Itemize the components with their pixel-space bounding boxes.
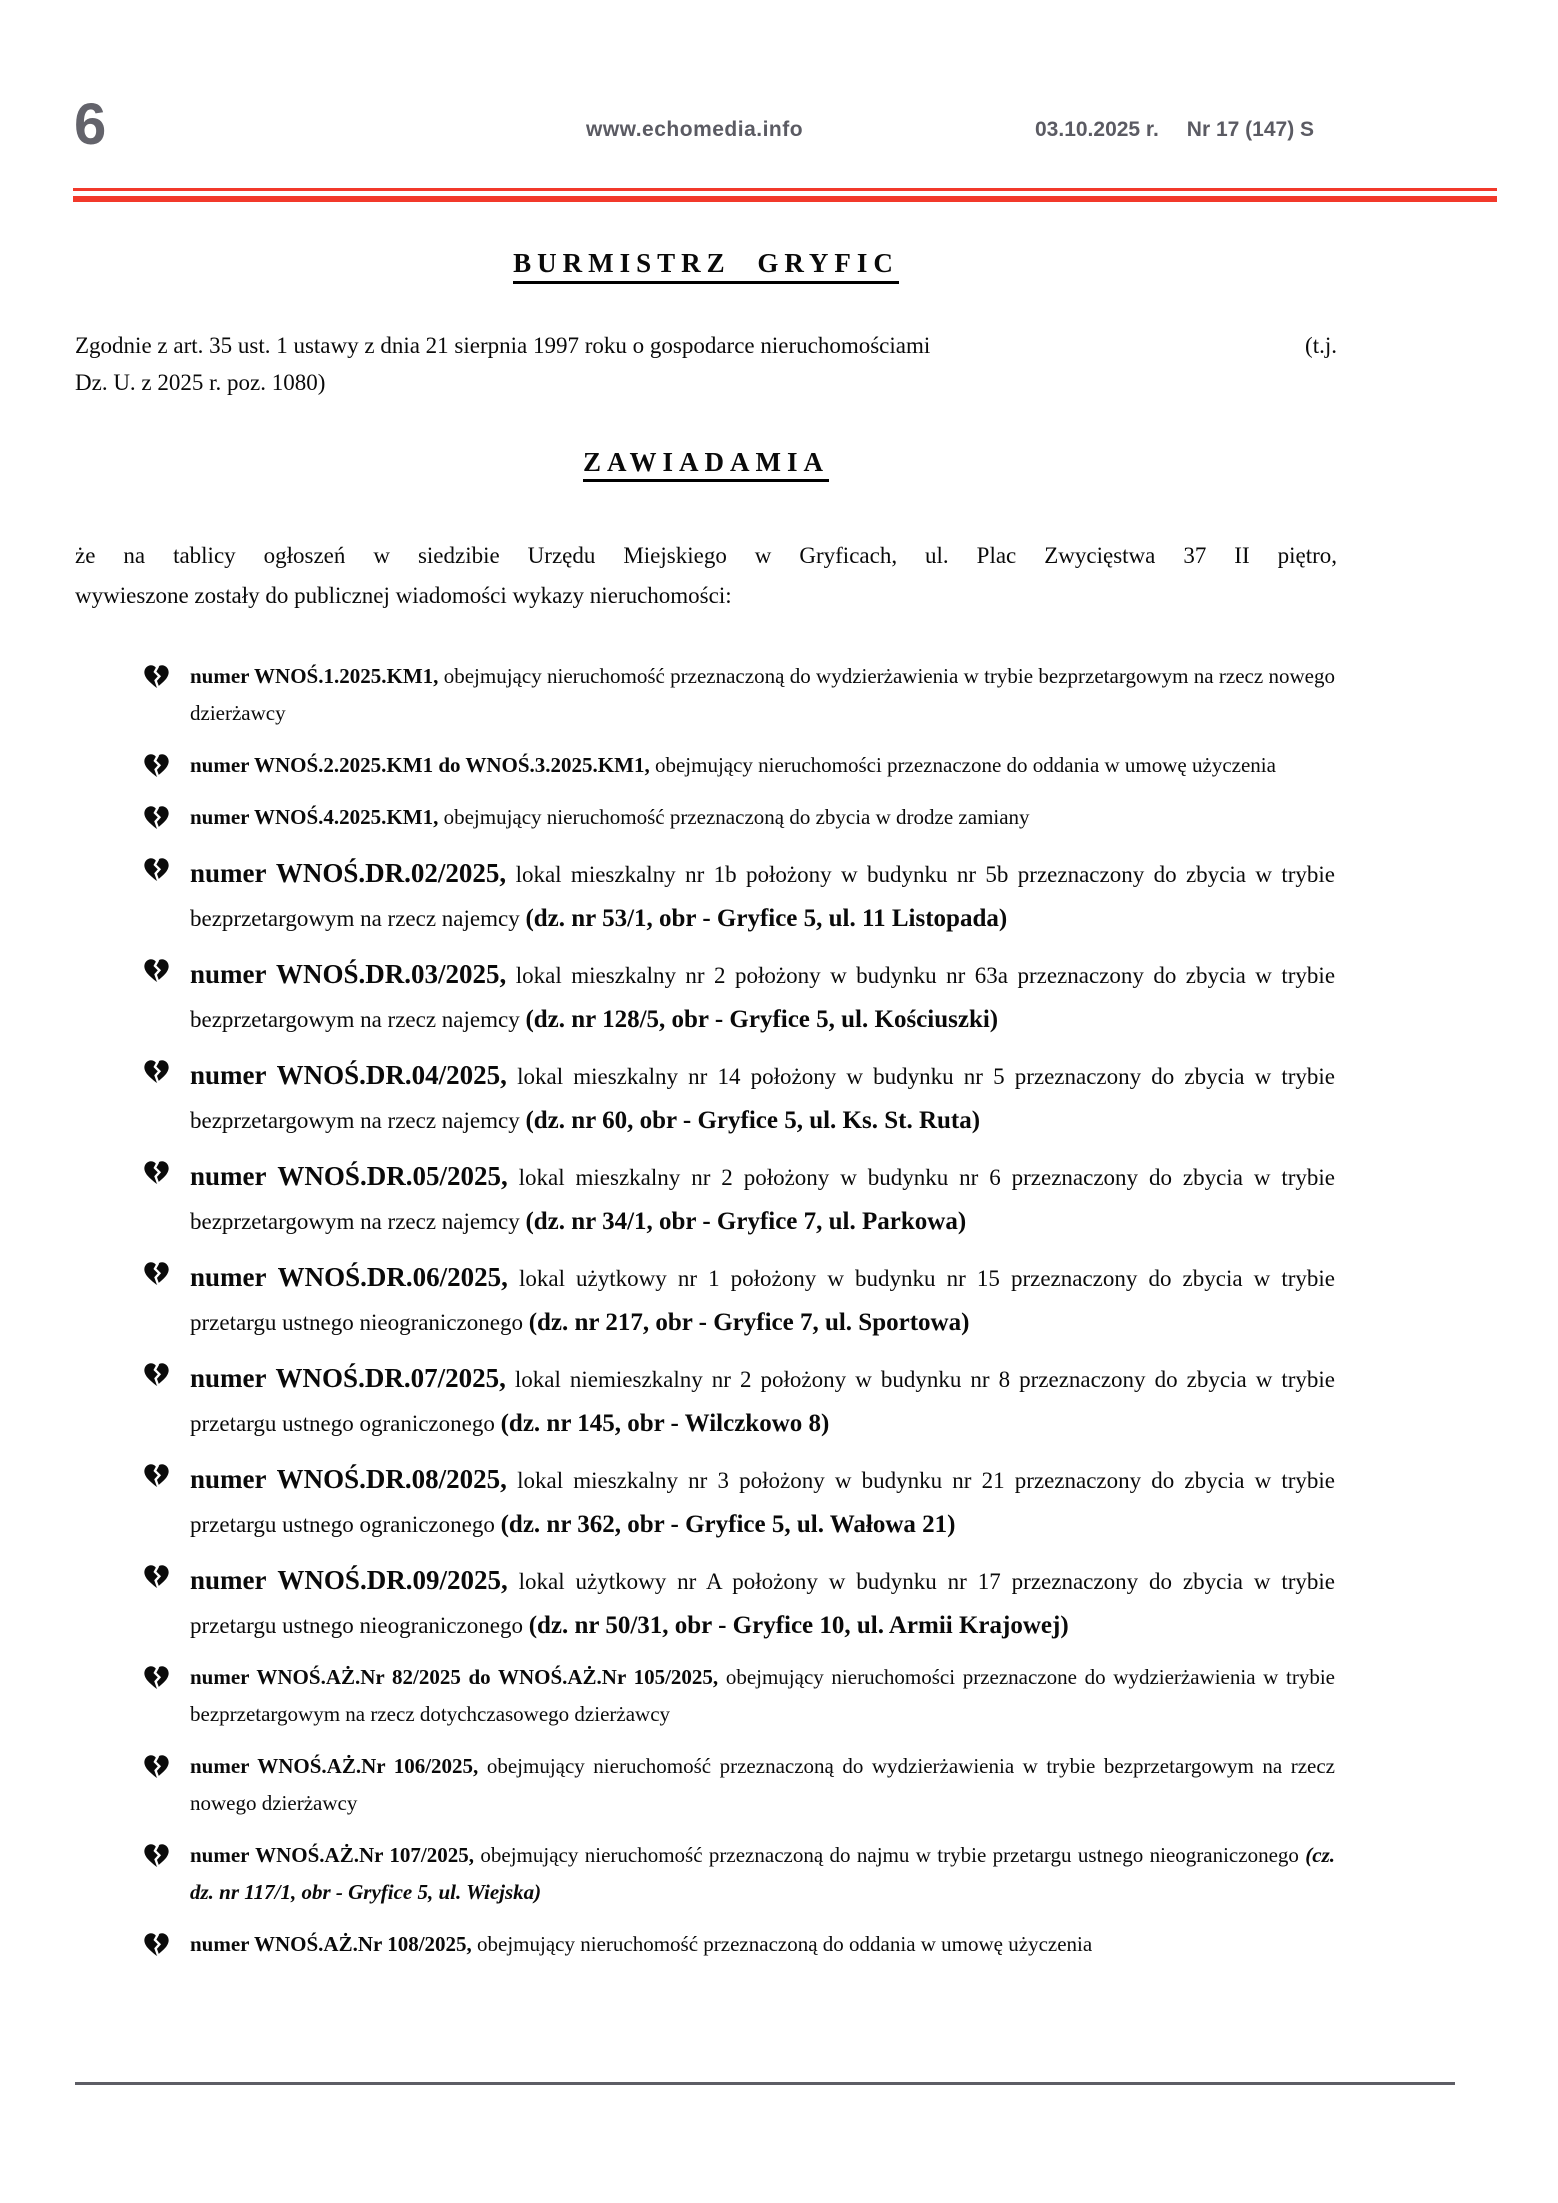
issue-date: 03.10.2025 r. xyxy=(1035,118,1159,141)
page-header xyxy=(0,0,1558,190)
notice-item: numer WNOŚ.1.2025.KM1, obejmujący nieruchomość przeznaczoną do wydzierżawienia w trybie bezprzetargowym na rzecz nowego dzierżawcy xyxy=(75,658,1335,732)
notice-item: numer WNOŚ.DR.09/2025, lokal użytkowy nr A położony w budynku nr 17 przeznaczony do zbycia w trybie przetargu ustnego nieograniczonego (dz. nr 50/31, obr - Gryfice 10, ul. Armii Krajowej) xyxy=(75,1558,1335,1648)
broken-heart-icon xyxy=(143,753,170,778)
notice-item: numer WNOŚ.AŻ.Nr 106/2025, obejmujący nieruchomość przeznaczoną do wydzierżawienia w trybie bezprzetargowym na rzecz nowego dzierżawcy xyxy=(75,1748,1335,1822)
notice-list xyxy=(75,658,1337,1963)
notice-item: numer WNOŚ.DR.05/2025, lokal mieszkalny nr 2 położony w budynku nr 6 przeznaczony do zbycia w trybie bezprzetargowym na rzecz najemcy (dz. nr 34/1, obr - Gryfice 7, ul. Parkowa) xyxy=(75,1154,1335,1244)
bottom-rule xyxy=(75,2082,1455,2085)
broken-heart-icon xyxy=(143,1059,170,1084)
broken-heart-icon xyxy=(143,857,170,882)
legal-basis-line2: Dz. U. z 2025 r. poz. 1080) xyxy=(75,370,326,395)
notice-item: numer WNOŚ.2.2025.KM1 do WNOŚ.3.2025.KM1, obejmujący nieruchomości przeznaczone do oddania w umowę użyczenia xyxy=(75,747,1335,784)
notice-item: numer WNOŚ.DR.07/2025, lokal niemieszkalny nr 2 położony w budynku nr 8 przeznaczony do zbycia w trybie przetargu ustnego ograniczonego (dz. nr 145, obr - Wilczkowo 8) xyxy=(75,1356,1335,1446)
lead-paragraph xyxy=(75,536,1337,616)
broken-heart-icon xyxy=(143,1463,170,1488)
notice-item: numer WNOŚ.DR.06/2025, lokal użytkowy nr 1 położony w budynku nr 15 przeznaczony do zbycia w trybie przetargu ustnego nieograniczonego (dz. nr 217, obr - Gryfice 7, ul. Sportowa) xyxy=(75,1255,1335,1345)
legal-basis-text: Zgodnie z art. 35 ust. 1 ustawy z dnia 21 sierpnia 1997 roku o gospodarce nieruchomościami xyxy=(75,333,931,358)
broken-heart-icon xyxy=(143,958,170,983)
notice-item: numer WNOŚ.AŻ.Nr 82/2025 do WNOŚ.AŻ.Nr 105/2025, obejmujący nieruchomości przeznaczone do wydzierżawienia w trybie bezprzetargowym na rzecz dotychczasowego dzierżawcy xyxy=(75,1659,1335,1733)
legal-basis-tj: (t.j. xyxy=(1305,333,1337,358)
broken-heart-icon xyxy=(143,1160,170,1185)
lead-line2: wywieszone zostały do publicznej wiadomości wykazy nieruchomości: xyxy=(75,583,732,608)
notice-item: numer WNOŚ.4.2025.KM1, obejmujący nieruchomość przeznaczoną do zbycia w drodze zamiany xyxy=(75,799,1335,836)
broken-heart-icon xyxy=(143,1362,170,1387)
notice-subtitle: ZAWIADAMIA xyxy=(75,447,1337,478)
broken-heart-icon xyxy=(143,805,170,830)
notice-title: BURMISTRZ GRYFIC xyxy=(75,248,1337,279)
broken-heart-icon xyxy=(143,1754,170,1779)
notice-item: numer WNOŚ.DR.02/2025, lokal mieszkalny nr 1b położony w budynku nr 5b przeznaczony do zbycia w trybie bezprzetargowym na rzecz najemcy (dz. nr 53/1, obr - Gryfice 5, ul. 11 Listopada) xyxy=(75,851,1335,941)
notice-item: numer WNOŚ.AŻ.Nr 107/2025, obejmujący nieruchomość przeznaczoną do najmu w trybie przetargu ustnego nieograniczonego (cz. dz. nr 117/1, obr - Gryfice 5, ul. Wiejska) xyxy=(75,1837,1335,1911)
notice-item: numer WNOŚ.DR.04/2025, lokal mieszkalny nr 14 położony w budynku nr 5 przeznaczony do zbycia w trybie bezprzetargowym na rzecz najemcy (dz. nr 60, obr - Gryfice 5, ul. Ks. St. Ruta) xyxy=(75,1053,1335,1143)
notice-item: numer WNOŚ.DR.08/2025, lokal mieszkalny nr 3 położony w budynku nr 21 przeznaczony do zbycia w trybie przetargu ustnego ograniczonego (dz. nr 362, obr - Gryfice 5, ul. Wałowa 21) xyxy=(75,1457,1335,1547)
broken-heart-icon xyxy=(143,1843,170,1868)
legal-basis-paragraph xyxy=(75,327,1337,401)
issue-number: Nr 17 (147) S xyxy=(1186,118,1315,141)
notice-body xyxy=(75,240,1337,1978)
broken-heart-icon xyxy=(143,1261,170,1286)
header-date-issue xyxy=(1035,118,1314,142)
broken-heart-icon xyxy=(143,1665,170,1690)
header-red-rule xyxy=(73,188,1497,202)
site-url: www.echomedia.info xyxy=(586,118,804,141)
notice-item: numer WNOŚ.DR.03/2025, lokal mieszkalny nr 2 położony w budynku nr 63a przeznaczony do zbycia w trybie bezprzetargowym na rzecz najemcy (dz. nr 128/5, obr - Gryfice 5, ul. Kościuszki) xyxy=(75,952,1335,1042)
broken-heart-icon xyxy=(143,1932,170,1957)
page-number: 6 xyxy=(74,92,107,157)
broken-heart-icon xyxy=(143,1564,170,1589)
lead-line1: że na tablicy ogłoszeń w siedzibie Urzędu Miejskiego w Gryficach, ul. Plac Zwycięstwa 37 II piętro, xyxy=(75,543,1337,568)
broken-heart-icon xyxy=(143,664,170,689)
notice-item: numer WNOŚ.AŻ.Nr 108/2025, obejmujący nieruchomość przeznaczoną do oddania w umowę użyczenia xyxy=(75,1926,1335,1963)
